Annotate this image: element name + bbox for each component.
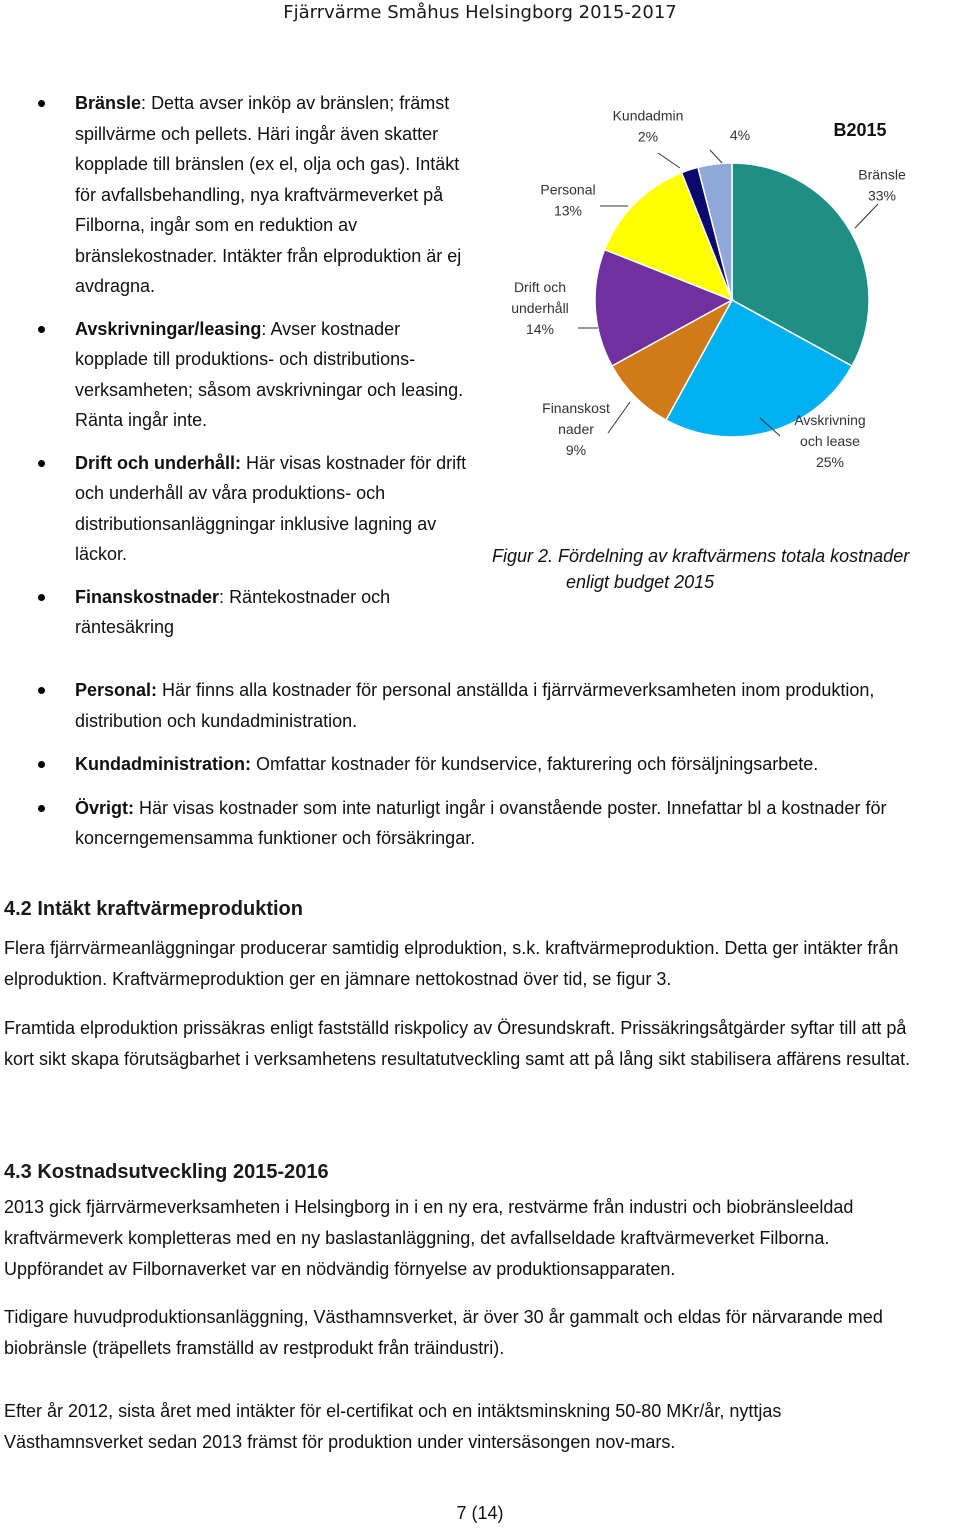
pie-slice-label: Kundadmin 2%	[612, 107, 684, 145]
bullet-text: Räntekostnader och räntesäkring	[75, 586, 391, 637]
pie-slice-label: Avskrivning och lease 25%	[794, 412, 866, 470]
pie-slice-label: Finanskost nader 9%	[542, 400, 610, 458]
bullet-list-full	[0, 675, 925, 854]
bullet-text: Här visas kostnader som inte naturligt ingår i ovanstående poster. Innefattar bl a kostnader för koncerngemensamma funktioner och försäkringar.	[75, 797, 887, 848]
section-heading-4-2: 4.2 Intäkt kraftvärmeproduktion	[4, 898, 303, 920]
bullet-text: Här finns alla kostnader för personal anställda i fjärrvärmeverksamheten inom produktion, distribution och kundadministration.	[75, 680, 875, 731]
list-item	[0, 749, 925, 780]
list-item	[0, 448, 470, 570]
page-header: Fjärrvärme Småhus Helsingborg 2015-2017	[283, 2, 677, 23]
bullet-text: Avser kostnader kopplade till produktions- och distributions-verksamheten; såsom avskrivningar och leasing. Ränta ingår inte.	[75, 318, 464, 430]
bullet-term: Bränsle	[75, 93, 142, 113]
section-4-3-paragraph-1: 2013 gick fjärrvärmeverksamheten i Helsingborg in i en ny era, restvärme från industri och biobränsleeldad kraftvärmeverk kompletteras med en ny baslastanläggning, det avfallseldade kraftvärmeverket Filborna. Uppförandet av Filbornaverket var en nödvändig förnyelse av produktionsapparaten.	[4, 1197, 854, 1279]
section-heading-4-3: 4.3 Kostnadsutveckling 2015-2016	[4, 1161, 329, 1183]
section-4-2-paragraph-1: Flera fjärrvärmeanläggningar producerar samtidig elproduktion, s.k. kraftvärmeproduktion. Detta ger intäkter från elproduktion. Kraftvärmeproduktion ger en jämnare nettokostnad över tid, se figur 3.	[4, 938, 899, 989]
bullet-text: Här visas kostnader för drift och underhåll av våra produktions- och distributionsanläggningar inklusive lagning av läckor.	[75, 452, 467, 564]
bullet-term: Finanskostnader	[75, 586, 220, 607]
figure-caption-line1: Figur 2. Fördelning av kraftvärmens totala kostnader	[492, 546, 910, 566]
bullet-term: Personal:	[75, 680, 158, 700]
pie-slices	[595, 163, 869, 437]
pie-slice-label: Drift och underhåll 14%	[511, 279, 569, 337]
list-item: Avskrivningar/leasing: Avser kostnader kopplade till produktions- och distributions-verksamheten; såsom avskrivningar och leasing. Ränta ingår inte.	[0, 314, 470, 436]
figure-caption	[492, 543, 960, 595]
pie-leader-line	[710, 150, 722, 163]
bullet-text: Omfattar kostnader för kundservice, fakturering och försäljningsarbete.	[256, 754, 819, 774]
section-4-2-paragraph-2: Framtida elproduktion prissäkras enligt fastställd riskpolicy av Öresundskraft. Prissäkringsåtgärder syftar till att på kort sikt skapa förutsägbarhet i verksamhetens resultatutveckling samt att på lång sikt stabilisera affärens resultat.	[4, 1018, 911, 1069]
bullet-term: Övrigt:	[75, 797, 135, 818]
pie-chart	[480, 100, 960, 510]
pie-slice-label: Bränsle 33%	[858, 166, 906, 204]
section-4-3-paragraph-3: Efter år 2012, sista året med intäkter för el-certifikat och en intäktsminskning 50-80 MKr/år, nyttjas Västhamnsverket sedan 2013 främst för produktion under vintersäsongen nov-mars.	[4, 1401, 782, 1452]
bullet-term: Avskrivningar/leasing	[75, 318, 262, 339]
list-item	[0, 675, 925, 736]
list-item: Bränsle: Detta avser inköp av bränslen; främst spillvärme och pellets. Häri ingår även skatter kopplade till bränslen (ex el, olja och gas). Intäkt för avfallsbehandling, nya kraftvärmeverket på Filborna, ingår som en reduktion av bränslekostnader. Intäkter från elproduktion är ej avdragna.	[0, 88, 470, 302]
bullet-term: Kundadministration:	[75, 754, 251, 774]
list-item	[0, 793, 925, 854]
pie-leader-line	[658, 153, 680, 168]
bullet-text: Detta avser inköp av bränslen; främst spillvärme och pellets. Häri ingår även skatter kopplade till bränslen (ex el, olja och gas). Intäkt för avfallsbehandling, nya kraftvärmeverket på Filborna, ingår som en reduktion av bränslekostnader. Intäkter från elproduktion är ej avdragna.	[75, 93, 462, 296]
pie-leader-line	[855, 204, 878, 228]
chart-title: B2015	[833, 120, 887, 140]
bullet-list-left	[0, 88, 470, 643]
pie-slice-label: Personal 13%	[540, 181, 596, 219]
list-item: Finanskostnader: Räntekostnader och räntesäkring	[0, 582, 470, 643]
pie-slice-label: 4%	[729, 127, 751, 143]
section-4-3-paragraph-2: Tidigare huvudproduktionsanläggning, Västhamnsverket, är över 30 år gammalt och eldas för närvarande med biobränsle (träpellets framställd av restprodukt från träindustri).	[4, 1307, 883, 1358]
pie-leader-line	[608, 402, 630, 433]
figure-caption-line2: enligt budget 2015	[566, 572, 715, 592]
page-number: 7 (14)	[456, 1503, 504, 1523]
bullet-term: Drift och underhåll:	[75, 452, 241, 473]
